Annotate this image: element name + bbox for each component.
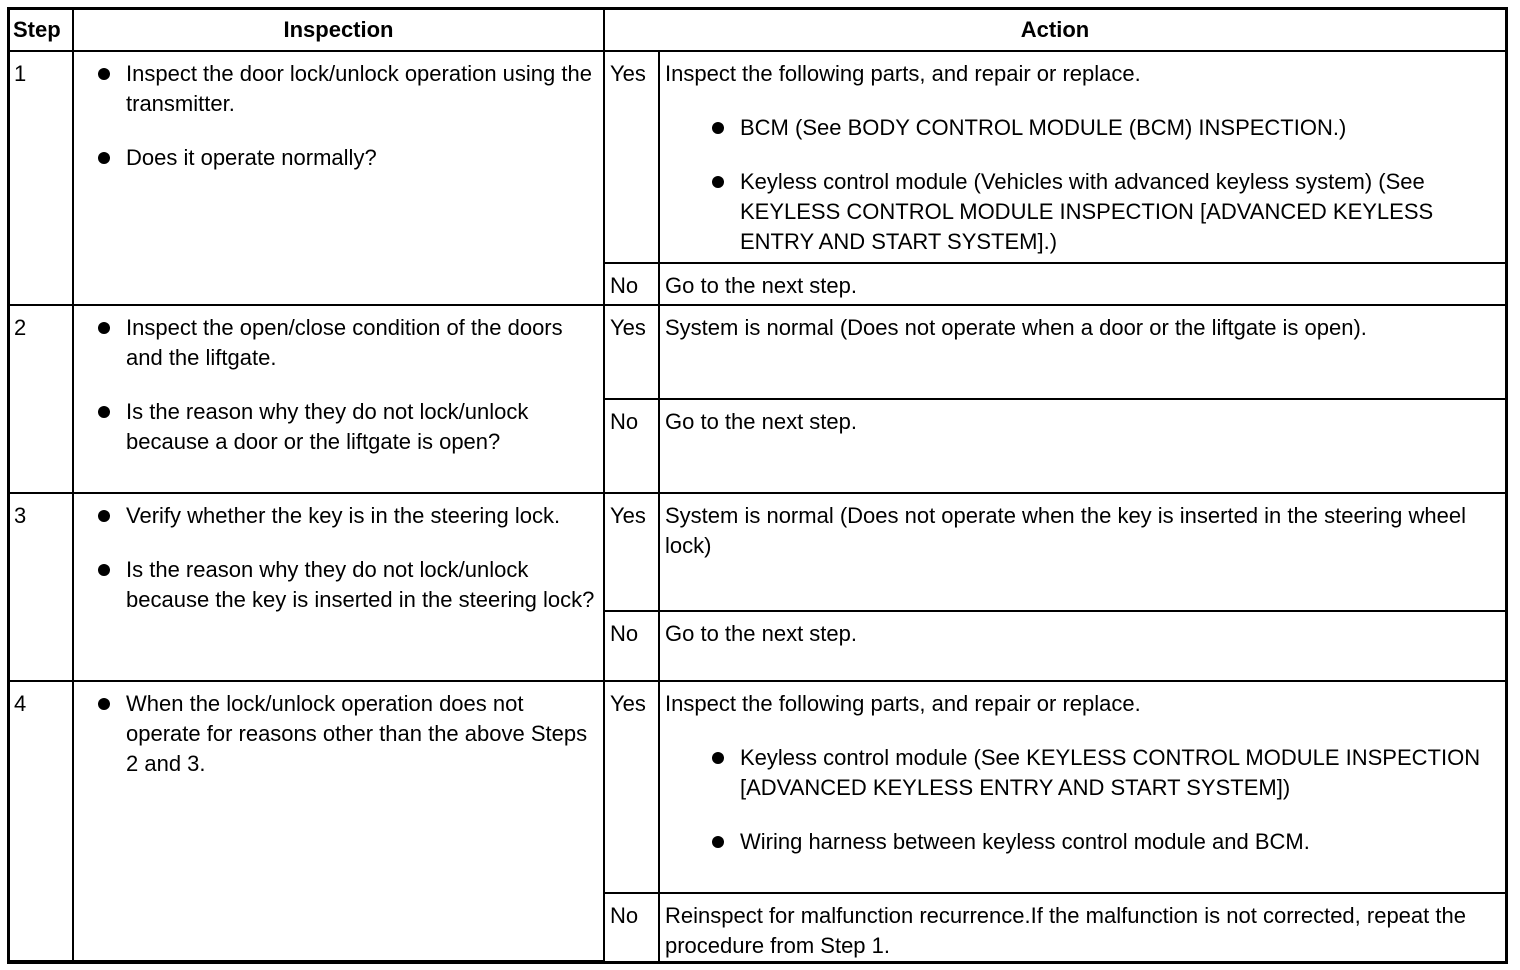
no-label: No: [604, 263, 659, 305]
list-item: BCM (See BODY CONTROL MODULE (BCM) INSPECTION.): [740, 113, 1499, 143]
list-item: Does it operate normally?: [126, 143, 595, 173]
inspection-cell: [73, 51, 604, 305]
step-number: 3: [10, 493, 73, 681]
bullet-icon: [712, 176, 724, 188]
bullet-icon: [98, 152, 110, 164]
action-text: Inspect the following parts, and repair or replace.: [665, 691, 1141, 716]
action-text: Inspect the following parts, and repair or replace.: [665, 61, 1141, 86]
yes-label: Yes: [604, 681, 659, 893]
bullet-icon: [98, 322, 110, 334]
header-row: [10, 10, 1505, 51]
bullet-icon: [98, 698, 110, 710]
troubleshooting-table: [10, 10, 1505, 962]
table-row: [10, 51, 1505, 263]
list-item: Keyless control module (See KEYLESS CONTROL MODULE INSPECTION [ADVANCED KEYLESS ENTRY AND START SYSTEM]): [740, 743, 1499, 803]
step-number: 4: [10, 681, 73, 961]
no-action-cell: Go to the next step.: [659, 399, 1505, 493]
bullet-icon: [98, 406, 110, 418]
table-row: [10, 681, 1505, 893]
inspection-column-header: Inspection: [73, 10, 604, 51]
step-number: 2: [10, 305, 73, 493]
yes-action-cell: System is normal (Does not operate when the key is inserted in the steering wheel lock): [659, 493, 1505, 611]
no-label: No: [604, 399, 659, 493]
bullet-icon: [712, 122, 724, 134]
list-item: Inspect the door lock/unlock operation using the transmitter.: [126, 59, 595, 119]
no-label: No: [604, 893, 659, 961]
no-action-cell: Reinspect for malfunction recurrence.If the malfunction is not corrected, repeat the procedure from Step 1.: [659, 893, 1505, 961]
list-item: Is the reason why they do not lock/unlock because the key is inserted in the steering lock?: [126, 555, 595, 615]
bullet-icon: [98, 564, 110, 576]
no-label: No: [604, 611, 659, 681]
inspection-cell: [73, 681, 604, 961]
yes-action-cell: [659, 681, 1505, 893]
list-item: Wiring harness between keyless control module and BCM.: [740, 827, 1499, 857]
table-row: [10, 305, 1505, 399]
yes-label: Yes: [604, 51, 659, 263]
step-column-header: Step: [10, 10, 73, 51]
list-item: When the lock/unlock operation does not operate for reasons other than the above Steps 2 and 3.: [126, 689, 595, 779]
bullet-icon: [712, 752, 724, 764]
no-action-cell: Go to the next step.: [659, 611, 1505, 681]
yes-label: Yes: [604, 305, 659, 399]
bullet-icon: [98, 510, 110, 522]
list-item: Verify whether the key is in the steering lock.: [126, 501, 595, 531]
bullet-icon: [98, 68, 110, 80]
step-number: 1: [10, 51, 73, 305]
no-action-cell: Go to the next step.: [659, 263, 1505, 305]
yes-action-cell: System is normal (Does not operate when a door or the liftgate is open).: [659, 305, 1505, 399]
list-item: Inspect the open/close condition of the doors and the liftgate.: [126, 313, 595, 373]
bullet-icon: [712, 836, 724, 848]
table-row: [10, 493, 1505, 611]
troubleshooting-table-frame: [7, 7, 1508, 964]
list-item: Keyless control module (Vehicles with advanced keyless system) (See KEYLESS CONTROL MODULE INSPECTION [ADVANCED KEYLESS ENTRY AND START SYSTEM].): [740, 167, 1499, 257]
inspection-cell: [73, 305, 604, 493]
inspection-cell: [73, 493, 604, 681]
yes-label: Yes: [604, 493, 659, 611]
action-column-header: Action: [604, 10, 1505, 51]
yes-action-cell: [659, 51, 1505, 263]
list-item: Is the reason why they do not lock/unlock because a door or the liftgate is open?: [126, 397, 595, 457]
